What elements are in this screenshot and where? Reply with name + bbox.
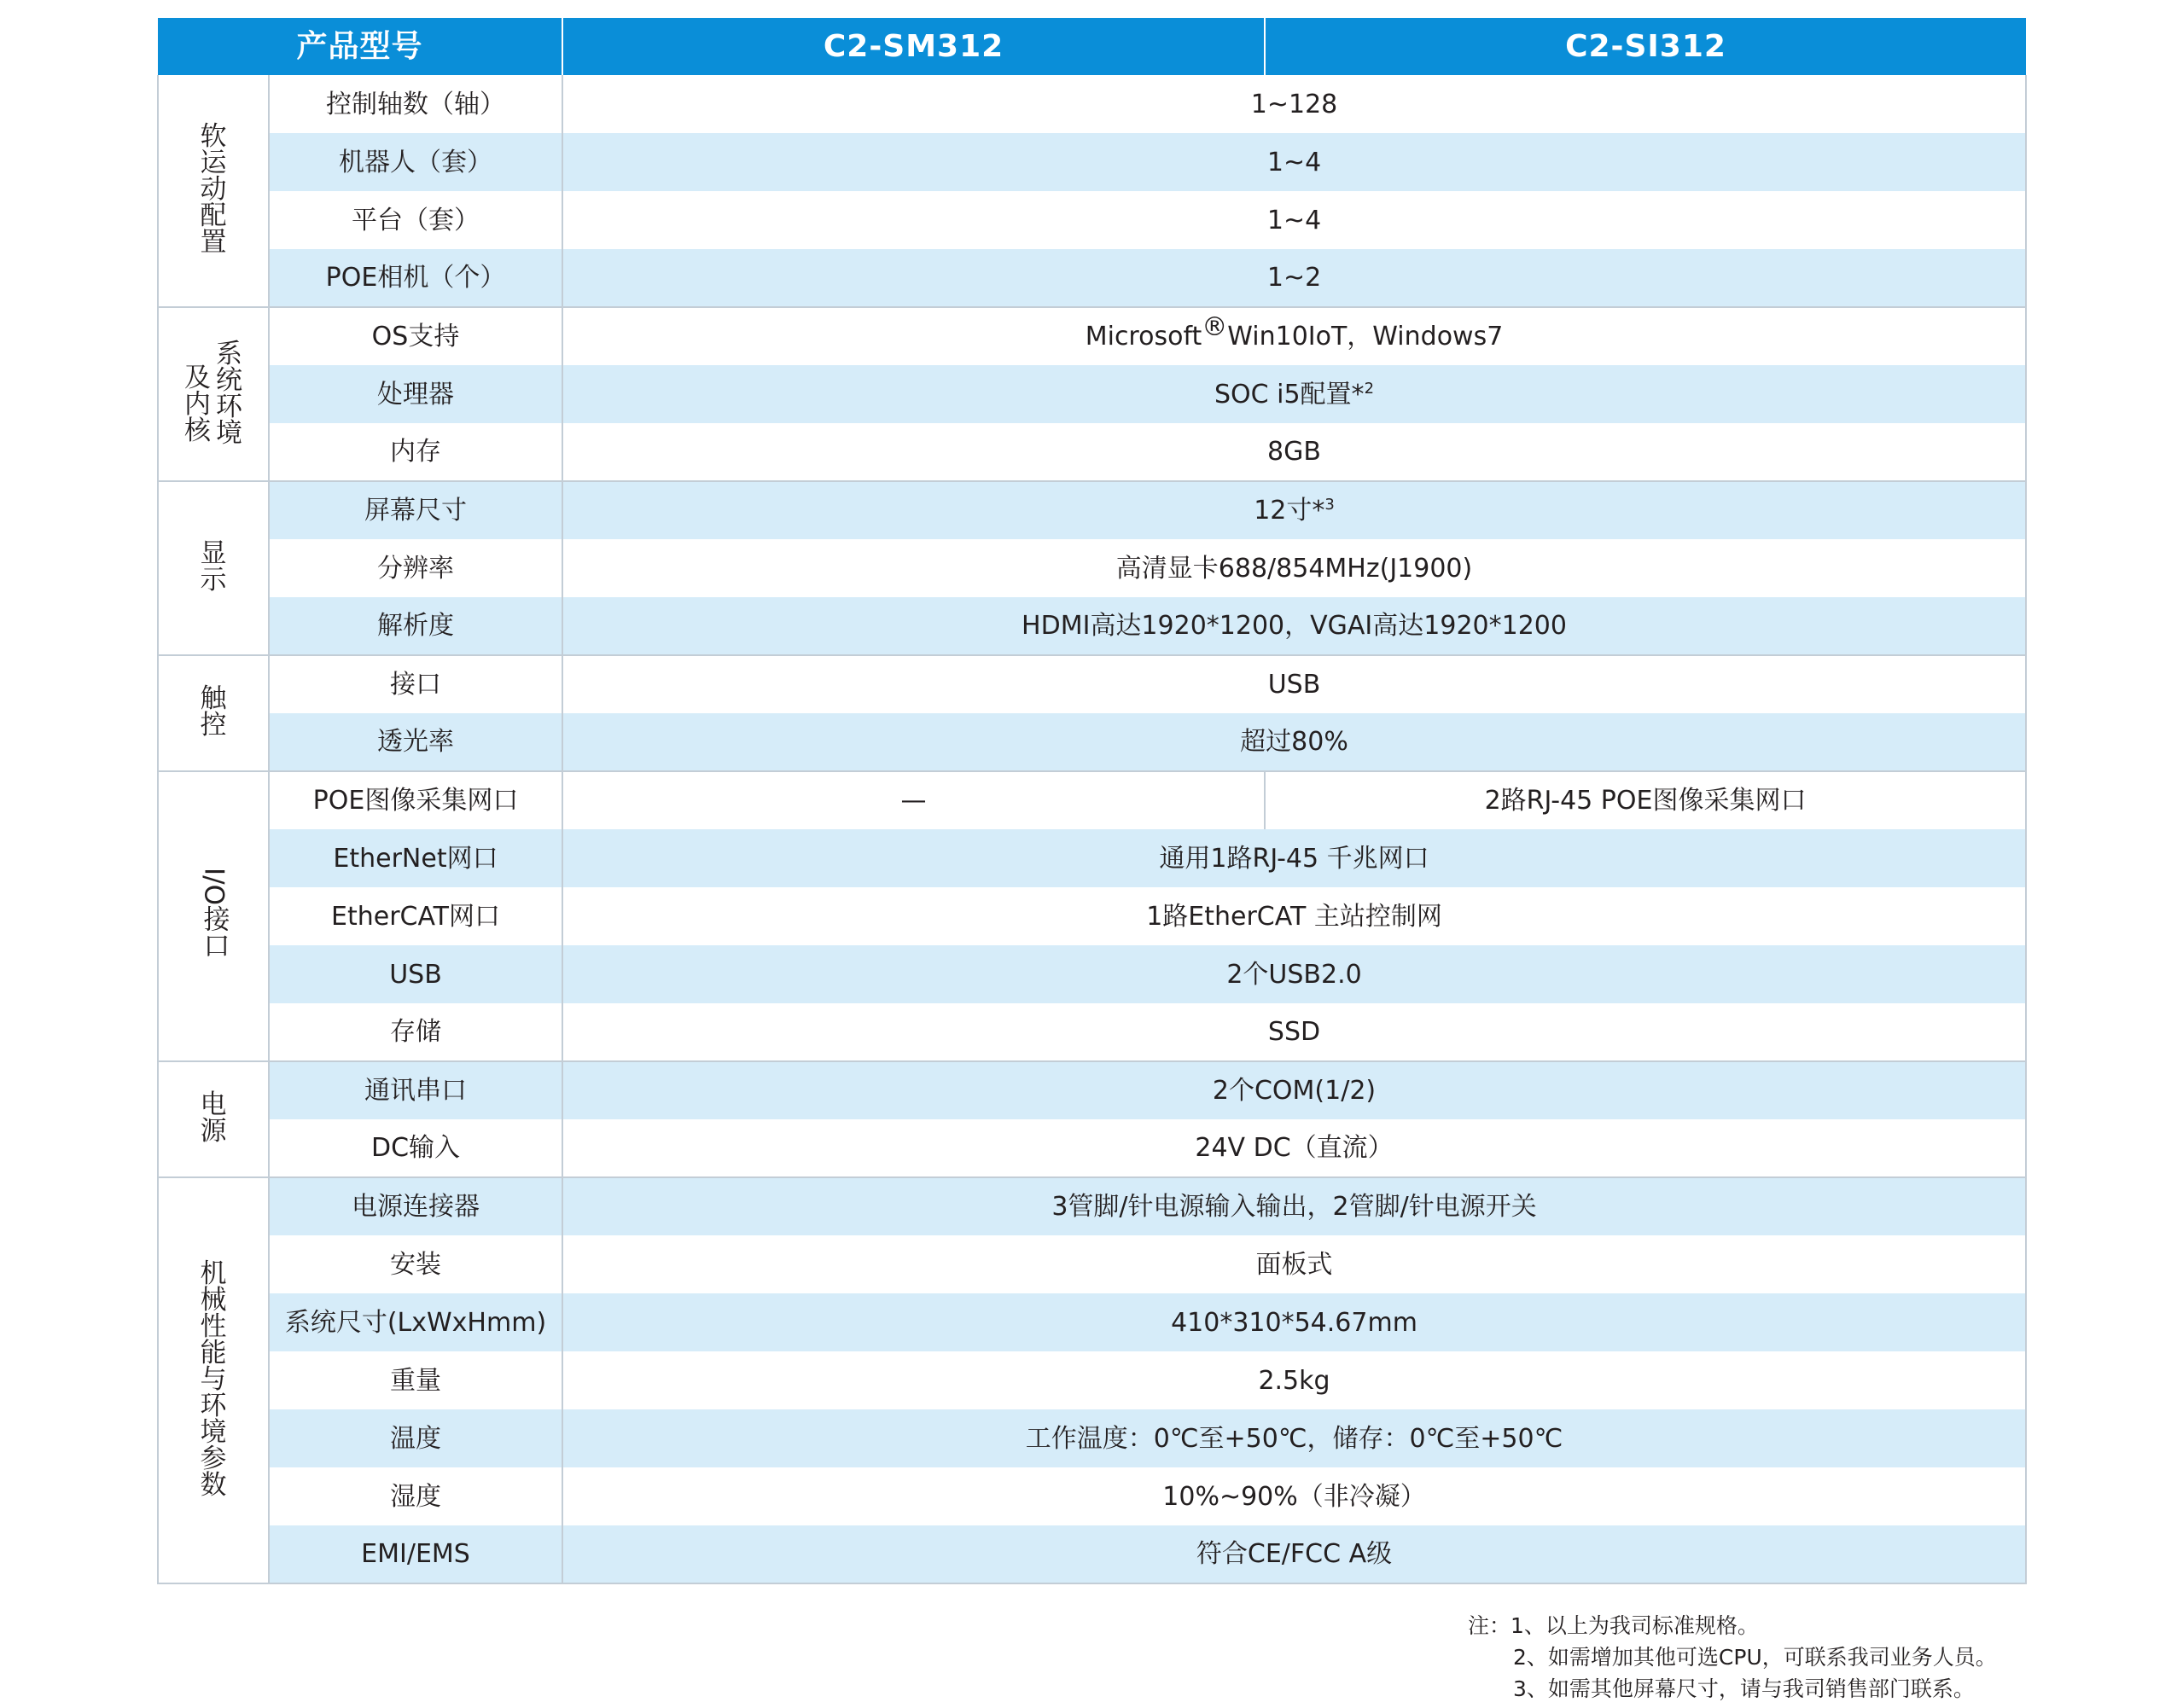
row-value-resolution: 高清显卡688/854MHz(J1900) (562, 539, 2026, 597)
table-row (158, 1177, 2026, 1235)
group-mechanical: 机 械 性 能 与 环 境 参 数 (158, 1177, 269, 1583)
row-value-poe-port-b: 2路RJ-45 POE图像采集网口 (1265, 771, 2026, 829)
row-label-weight: 重量 (269, 1351, 562, 1409)
row-label-axes: 控制轴数（轴） (269, 75, 562, 133)
table-row (158, 1525, 2026, 1583)
table-row (158, 945, 2026, 1003)
row-label-ethercat: EtherCAT网口 (269, 887, 562, 945)
row-value-screen: 12寸*$^3$ (562, 481, 2026, 539)
row-value-axes: 1~128 (562, 75, 2026, 133)
spec-table (157, 18, 2027, 1584)
table-row (158, 887, 2026, 945)
row-value-humidity: 10%~90%（非冷凝） (562, 1467, 2026, 1525)
table-row (158, 597, 2026, 655)
row-label-transmit: 透光率 (269, 713, 562, 771)
row-label-poe-port: POE图像采集网口 (269, 771, 562, 829)
row-label-touch-if: 接口 (269, 655, 562, 713)
table-row (158, 249, 2026, 307)
table-row (158, 1467, 2026, 1525)
row-label-serial: 通讯串口 (269, 1061, 562, 1119)
row-label-dc-in: DC输入 (269, 1119, 562, 1177)
row-value-dc-in: 24V DC（直流） (562, 1119, 2026, 1177)
row-value-transmit: 超过80% (562, 713, 2026, 771)
group-power: 电 源 (158, 1061, 269, 1177)
table-row (158, 1293, 2026, 1351)
table-row (158, 481, 2026, 539)
row-label-connector: 电源连接器 (269, 1177, 562, 1235)
group-motion: 软 运 动 配 置 (158, 75, 269, 307)
group-touch: 触 控 (158, 655, 269, 771)
row-label-emi: EMI/EMS (269, 1525, 562, 1583)
table-row (158, 713, 2026, 771)
row-value-ethercat: 1路EtherCAT 主站控制网 (562, 887, 2026, 945)
table-row (158, 1119, 2026, 1177)
row-label-robots: 机器人（套） (269, 133, 562, 191)
row-label-mount: 安装 (269, 1235, 562, 1293)
row-label-resolution: 分辨率 (269, 539, 562, 597)
row-label-humidity: 湿度 (269, 1467, 562, 1525)
row-label-usb: USB (269, 945, 562, 1003)
row-label-platforms: 平台（套） (269, 191, 562, 249)
row-value-memory: 8GB (562, 423, 2026, 481)
row-label-screen: 屏幕尺寸 (269, 481, 562, 539)
row-value-dims: 410*310*54.67mm (562, 1293, 2026, 1351)
table-row (158, 191, 2026, 249)
footnotes (1468, 1610, 1997, 1705)
row-value-touch-if: USB (562, 655, 2026, 713)
row-value-serial: 2个COM(1/2) (562, 1061, 2026, 1119)
footnote-3: 3、如需其他屏幕尺寸，请与我司销售部门联系。 (1513, 1676, 1975, 1701)
table-row (158, 1409, 2026, 1467)
row-value-connector: 3管脚/针电源输入输出，2管脚/针电源开关 (562, 1177, 2026, 1235)
row-label-dims: 系统尺寸(LxWxHmm) (269, 1293, 562, 1351)
table-row (158, 423, 2026, 481)
header-model-b: C2-SI312 (1265, 18, 2026, 75)
table-row (158, 771, 2026, 829)
row-value-os: Microsoft®Win10IoT，Windows7 (562, 307, 2026, 365)
header-model-label: 产品型号 (158, 18, 562, 75)
header-model-a: C2-SM312 (562, 18, 1265, 75)
row-value-robots: 1~4 (562, 133, 2026, 191)
row-value-mount: 面板式 (562, 1235, 2026, 1293)
row-label-temp: 温度 (269, 1409, 562, 1467)
table-row (158, 829, 2026, 887)
row-value-usb: 2个USB2.0 (562, 945, 2026, 1003)
row-label-output: 解析度 (269, 597, 562, 655)
row-value-poe-port-a: — (562, 771, 1265, 829)
table-row (158, 1351, 2026, 1409)
table-row (158, 539, 2026, 597)
row-label-poe-cams: POE相机（个） (269, 249, 562, 307)
row-label-cpu: 处理器 (269, 365, 562, 423)
row-label-ethernet: EtherNet网口 (269, 829, 562, 887)
table-row (158, 365, 2026, 423)
row-value-poe-cams: 1~2 (562, 249, 2026, 307)
table-row (158, 307, 2026, 365)
registered-mark: ® (1202, 312, 1228, 342)
table-row (158, 655, 2026, 713)
row-value-emi: 符合CE/FCC A级 (562, 1525, 2026, 1583)
row-value-storage: SSD (562, 1003, 2026, 1061)
row-label-memory: 内存 (269, 423, 562, 481)
row-label-os: OS支持 (269, 307, 562, 365)
table-row (158, 75, 2026, 133)
header-row (158, 18, 2026, 75)
row-value-output: HDMI高达1920*1200，VGAI高达1920*1200 (562, 597, 2026, 655)
table-row (158, 1003, 2026, 1061)
footnote-2: 2、如需增加其他可选CPU，可联系我司业务人员。 (1513, 1645, 1997, 1670)
row-value-temp: 工作温度：0℃至+50℃，储存：0℃至+50℃ (562, 1409, 2026, 1467)
table-row (158, 1061, 2026, 1119)
row-value-ethernet: 通用1路RJ-45 千兆网口 (562, 829, 2026, 887)
table-row (158, 133, 2026, 191)
group-system: 系 统 环 境 及 内 核 (158, 307, 269, 481)
footnote-1: 注：1、以上为我司标准规格。 (1468, 1613, 1759, 1638)
group-display: 显 示 (158, 481, 269, 655)
row-value-weight: 2.5kg (562, 1351, 2026, 1409)
row-label-storage: 存储 (269, 1003, 562, 1061)
group-io: I/O接口 (158, 771, 269, 1061)
row-value-cpu: SOC i5配置*$^2$ (562, 365, 2026, 423)
row-value-platforms: 1~4 (562, 191, 2026, 249)
table-row (158, 1235, 2026, 1293)
